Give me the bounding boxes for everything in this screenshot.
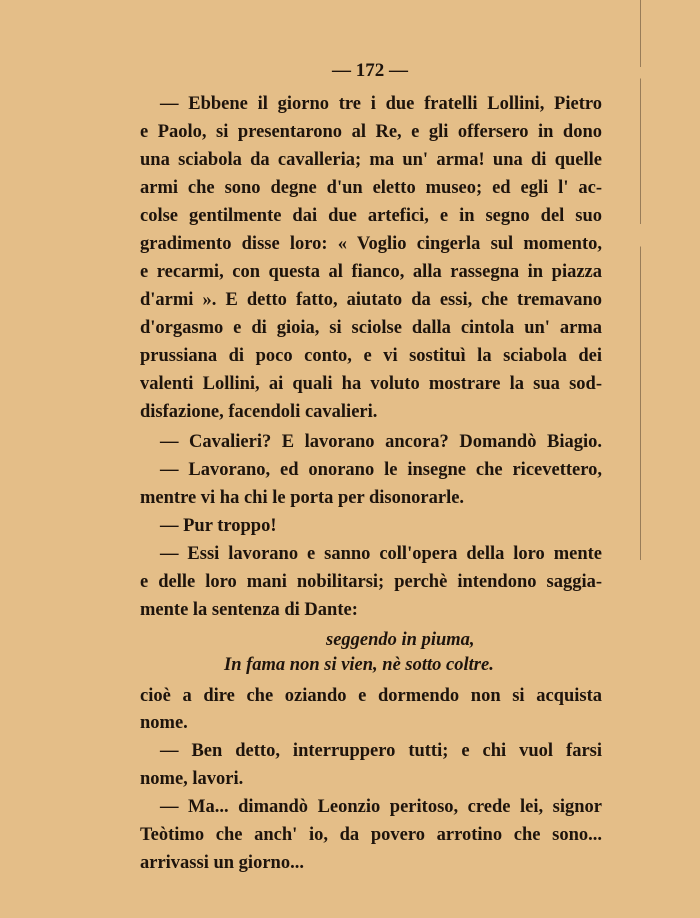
text-line: mentre vi ha chi le porta per disonorarle. <box>140 488 465 508</box>
verse-line: seggendo in piuma, <box>326 630 475 650</box>
text-line: — Ebbene il giorno tre i due fratelli Lollini, Pietro <box>160 94 602 114</box>
text-line: — Ben detto, interruppero tutti; e chi vuol farsi <box>160 741 602 761</box>
text-line: — Essi lavorano e sanno coll'opera della loro mente <box>160 544 602 564</box>
text-line: e delle loro mani nobilitarsi; perchè intendono saggia- <box>140 572 602 592</box>
text-line: cioè a dire che oziando e dormendo non si acquista <box>140 686 602 706</box>
page-number: — 172 — <box>332 60 408 81</box>
text-line: armi che sono degne d'un eletto museo; ed egli l' ac- <box>140 178 602 198</box>
page-edge-line <box>640 0 641 560</box>
text-line: — Pur troppo! <box>160 516 277 536</box>
text-line: mente la sentenza di Dante: <box>140 600 358 620</box>
text-line: e recarmi, con questa al fianco, alla rassegna in piazza <box>140 262 602 282</box>
text-line: una sciabola da cavalleria; ma un' arma! una di quelle <box>140 150 602 170</box>
text-line: — Cavalieri? E lavorano ancora? Domandò Biagio. <box>160 432 602 452</box>
text-line: arrivassi un giorno... <box>140 853 304 873</box>
text-line: — Ma... dimandò Leonzio peritoso, crede lei, signor <box>160 797 602 817</box>
text-line: colse gentilmente dai due artefici, e in segno del suo <box>140 206 602 226</box>
text-line: gradimento disse loro: « Voglio cingerla sul momento, <box>140 234 602 254</box>
text-line: Teòtimo che anch' io, da povero arrotino che sono... <box>140 825 602 845</box>
verse-line: In fama non si vien, nè sotto coltre. <box>224 655 494 675</box>
text-line: nome. <box>140 713 188 733</box>
text-line: d'armi ». E detto fatto, aiutato da essi, che tremavano <box>140 290 602 310</box>
text-line: valenti Lollini, ai quali ha voluto mostrare la sua sod- <box>140 374 602 394</box>
text-line: e Paolo, si presentarono al Re, e gli offersero in dono <box>140 122 602 142</box>
text-line: — Lavorano, ed onorano le insegne che ricevettero, <box>160 460 602 480</box>
text-line: prussiana di poco conto, e vi sostituì la sciabola dei <box>140 346 602 366</box>
text-line: disfazione, facendoli cavalieri. <box>140 402 378 422</box>
text-line: nome, lavori. <box>140 769 244 789</box>
text-line: d'orgasmo e di gioia, si sciolse dalla cintola un' arma <box>140 318 602 338</box>
